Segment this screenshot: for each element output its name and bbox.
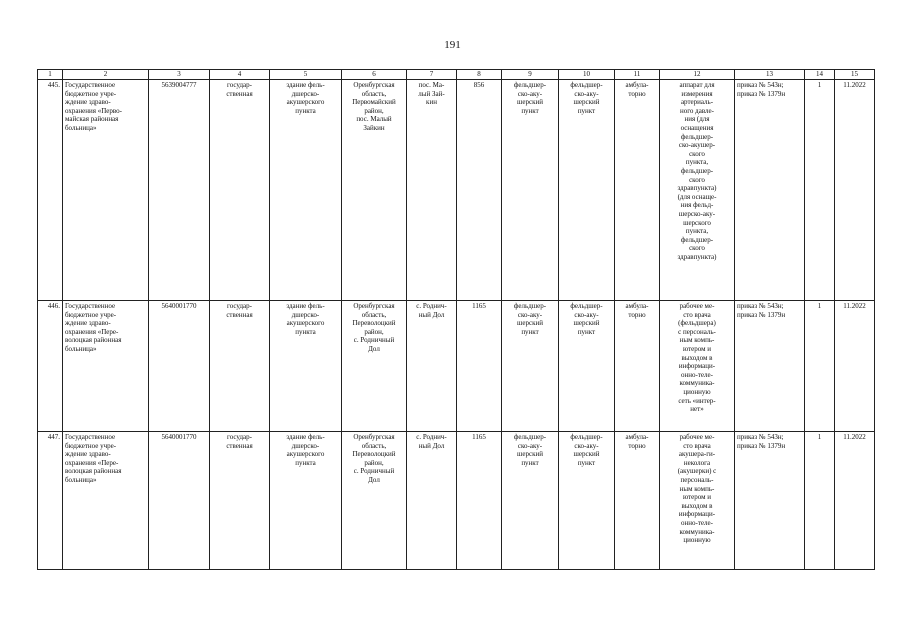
subdivision: фельдшер- ско-аку- шерский пункт	[559, 432, 615, 570]
equipment: рабочее ме- сто врача (фельдшера) с персональ- ным компь- ютером и выходом в информаци- онно-теле- коммуника- ционную сеть «интер- нет»	[660, 301, 735, 432]
col-header: 11	[615, 70, 660, 80]
date: 11.2022	[835, 80, 875, 301]
care-form: амбула- торно	[615, 301, 660, 432]
care-form: амбула- торно	[615, 432, 660, 570]
building-type: здание фель- дшерско- акушерского пункта	[270, 301, 342, 432]
col-header: 5	[270, 70, 342, 80]
population: 1165	[457, 301, 502, 432]
date: 11.2022	[835, 301, 875, 432]
table-row	[38, 80, 875, 301]
inn-code: 5639004777	[149, 80, 210, 301]
row-number: 447.	[38, 432, 63, 570]
equipment: рабочее ме- сто врача акушера-ги- неколога (акушерки) с персональ- ным компь- ютером и выходом в информаци- онно-теле- коммуника- ционную	[660, 432, 735, 570]
ownership-form: государ- ственная	[210, 301, 270, 432]
registry-table	[37, 69, 875, 570]
building-type: здание фель- дшерско- акушерского пункта	[270, 432, 342, 570]
facility-type: фельдшер- ско-аку- шерский пункт	[502, 80, 559, 301]
address: Оренбургская область, Переволоцкий район, с. Родничный Дол	[342, 432, 407, 570]
table-row	[38, 432, 875, 570]
col-header: 6	[342, 70, 407, 80]
address: Оренбургская область, Переволоцкий район, с. Родничный Дол	[342, 301, 407, 432]
locality: пос. Ма- лый Зай- кин	[407, 80, 457, 301]
col-header: 3	[149, 70, 210, 80]
table-row	[38, 301, 875, 432]
population: 856	[457, 80, 502, 301]
building-type: здание фель- дшерско- акушерского пункта	[270, 80, 342, 301]
quantity: 1	[805, 432, 835, 570]
col-header: 8	[457, 70, 502, 80]
col-header: 4	[210, 70, 270, 80]
quantity: 1	[805, 301, 835, 432]
row-number: 445.	[38, 80, 63, 301]
facility-type: фельдшер- ско-аку- шерский пункт	[502, 432, 559, 570]
population: 1165	[457, 432, 502, 570]
ownership-form: государ- ственная	[210, 432, 270, 570]
col-header: 15	[835, 70, 875, 80]
inn-code: 5640001770	[149, 432, 210, 570]
care-form: амбула- торно	[615, 80, 660, 301]
page-number: 191	[444, 39, 461, 51]
col-header: 14	[805, 70, 835, 80]
order-reference: приказ № 543н; приказ № 1379н	[735, 80, 805, 301]
col-header: 2	[63, 70, 149, 80]
col-header: 12	[660, 70, 735, 80]
facility-type: фельдшер- ско-аку- шерский пункт	[502, 301, 559, 432]
col-header: 9	[502, 70, 559, 80]
col-header: 10	[559, 70, 615, 80]
organization-name: Государственное бюджетное учре- ждение здраво- охранения «Перво- майская районная больница»	[63, 80, 149, 301]
order-reference: приказ № 543н; приказ № 1379н	[735, 432, 805, 570]
quantity: 1	[805, 80, 835, 301]
locality: с. Роднич- ный Дол	[407, 301, 457, 432]
col-header: 7	[407, 70, 457, 80]
inn-code: 5640001770	[149, 301, 210, 432]
subdivision: фельдшер- ско-аку- шерский пункт	[559, 80, 615, 301]
header-row	[38, 70, 875, 80]
address: Оренбургская область, Первомайский район, пос. Малый Зайкин	[342, 80, 407, 301]
subdivision: фельдшер- ско-аку- шерский пункт	[559, 301, 615, 432]
equipment: аппарат для измерения артериаль- ного давле- ния (для оснащения фельдшер- ско-акушер- ского пункта, фельдшер- ского здравпункта) (для оснаще- ния фельд- шерско-аку- шерского пункта, фельдшер- ского здравпункта)	[660, 80, 735, 301]
organization-name: Государственное бюджетное учре- ждение здраво- охранения «Пере- волоцкая районная больница»	[63, 432, 149, 570]
organization-name: Государственное бюджетное учре- ждение здраво- охранения «Пере- волоцкая районная больница»	[63, 301, 149, 432]
date: 11.2022	[835, 432, 875, 570]
ownership-form: государ- ственная	[210, 80, 270, 301]
col-header: 1	[38, 70, 63, 80]
order-reference: приказ № 543н; приказ № 1379н	[735, 301, 805, 432]
col-header: 13	[735, 70, 805, 80]
locality: с. Роднич- ный Дол	[407, 432, 457, 570]
row-number: 446.	[38, 301, 63, 432]
